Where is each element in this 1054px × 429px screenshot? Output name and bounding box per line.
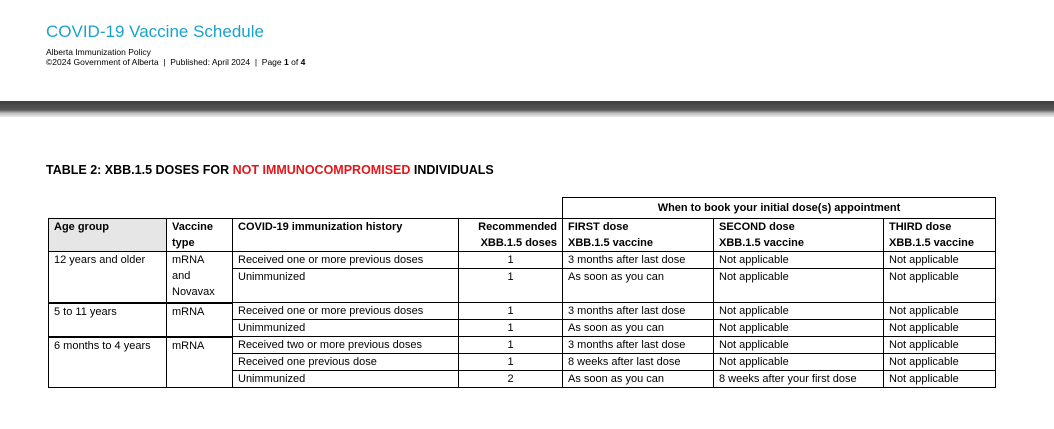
policy-name: Alberta Immunization Policy: [46, 47, 151, 57]
history-cell: Unimmunized: [233, 371, 459, 388]
col-header-rec-line1: Recommended: [478, 221, 557, 233]
page-total: 4: [300, 57, 306, 67]
published-date: Published: April 2024: [170, 57, 251, 67]
second-dose-cell: Not applicable: [714, 252, 884, 269]
history-cell: Received one or more previous doses: [233, 252, 459, 269]
col-header-age-group: Age group: [49, 219, 167, 252]
col-header-second-line1: SECOND dose: [719, 221, 795, 233]
vaccine-type-cell: mRNA: [167, 337, 233, 388]
first-dose-cell: 3 months after last dose: [563, 337, 714, 354]
first-dose-cell: As soon as you can: [563, 371, 714, 388]
page-of: of: [291, 57, 299, 67]
third-dose-cell: Not applicable: [884, 371, 996, 388]
table-header-row: [49, 219, 996, 252]
third-dose-cell: Not applicable: [884, 337, 996, 354]
header-divider-bar: [0, 101, 1054, 117]
second-dose-cell: Not applicable: [714, 303, 884, 320]
table-caption: [46, 163, 494, 177]
caption-highlight: NOT IMMUNOCOMPROMISED: [232, 163, 411, 177]
page-label: Page: [261, 57, 282, 67]
third-dose-cell: Not applicable: [884, 354, 996, 371]
table-super-header-row: [49, 198, 996, 219]
document-header: [46, 22, 305, 67]
col-header-vaccine-line1: Vaccine: [172, 221, 213, 233]
doses-cell: 1: [459, 252, 563, 269]
history-cell: Received two or more previous doses: [233, 337, 459, 354]
first-dose-cell: 3 months after last dose: [563, 303, 714, 320]
first-dose-cell: As soon as you can: [563, 320, 714, 337]
caption-prefix: TABLE 2: XBB.1.5 DOSES FOR: [46, 163, 230, 177]
doses-cell: 1: [459, 320, 563, 337]
col-header-first-line1: FIRST dose: [568, 221, 629, 233]
age-group-cell: 5 to 11 years: [49, 303, 167, 337]
vaccine-type-cell: mRNA: [167, 303, 233, 337]
when-to-book-header: When to book your initial dose(s) appointment: [563, 198, 996, 219]
vaccine-schedule-table: [48, 197, 996, 388]
col-header-vaccine-line2: type: [172, 237, 195, 249]
col-header-second-dose: [714, 219, 884, 252]
first-dose-cell: 3 months after last dose: [563, 252, 714, 269]
doses-cell: 1: [459, 337, 563, 354]
page-current: 1: [284, 57, 289, 67]
first-dose-cell: As soon as you can: [563, 269, 714, 303]
second-dose-cell: 8 weeks after your first dose: [714, 371, 884, 388]
third-dose-cell: Not applicable: [884, 303, 996, 320]
third-dose-cell: Not applicable: [884, 269, 996, 303]
caption-suffix: INDIVIDUALS: [413, 163, 494, 177]
vaccine-type-line: and: [172, 270, 191, 282]
table-row: [49, 303, 996, 320]
history-cell: Unimmunized: [233, 269, 459, 303]
table-row: [49, 337, 996, 354]
first-dose-cell: 8 weeks after last dose: [563, 354, 714, 371]
second-dose-cell: Not applicable: [714, 337, 884, 354]
col-header-first-dose: [563, 219, 714, 252]
col-header-vaccine-type: [167, 219, 233, 252]
age-group-cell: 6 months to 4 years: [49, 337, 167, 388]
doses-cell: 1: [459, 354, 563, 371]
third-dose-cell: Not applicable: [884, 252, 996, 269]
publication-line: ©2024 Government of Alberta | Published: April 2024 | Page 1 of 4: [46, 57, 306, 67]
col-header-third-line2: XBB.1.5 vaccine: [889, 237, 974, 249]
col-header-rec-line2: XBB.1.5 doses: [480, 237, 557, 249]
age-group-cell: 12 years and older: [49, 252, 167, 303]
second-dose-cell: Not applicable: [714, 269, 884, 303]
doses-cell: 1: [459, 269, 563, 303]
doses-cell: 1: [459, 303, 563, 320]
copyright-text: ©2024 Government of Alberta: [46, 57, 159, 67]
col-header-history: COVID-19 immunization history: [233, 219, 459, 252]
second-dose-cell: Not applicable: [714, 320, 884, 337]
doses-cell: 2: [459, 371, 563, 388]
col-header-recommended: [459, 219, 563, 252]
col-header-third-line1: THIRD dose: [889, 221, 952, 233]
document-meta: [46, 47, 305, 67]
col-header-second-line2: XBB.1.5 vaccine: [719, 237, 804, 249]
vaccine-type-line: Novavax: [172, 286, 215, 298]
vaccine-type-cell: [167, 252, 233, 303]
history-cell: Received one previous dose: [233, 354, 459, 371]
document-title: COVID-19 Vaccine Schedule: [46, 22, 264, 41]
table-row: [49, 252, 996, 269]
col-header-first-line2: XBB.1.5 vaccine: [568, 237, 653, 249]
history-cell: Received one or more previous doses: [233, 303, 459, 320]
vaccine-type-line: mRNA: [172, 254, 205, 266]
col-header-third-dose: [884, 219, 996, 252]
third-dose-cell: Not applicable: [884, 320, 996, 337]
history-cell: Unimmunized: [233, 320, 459, 337]
second-dose-cell: Not applicable: [714, 354, 884, 371]
